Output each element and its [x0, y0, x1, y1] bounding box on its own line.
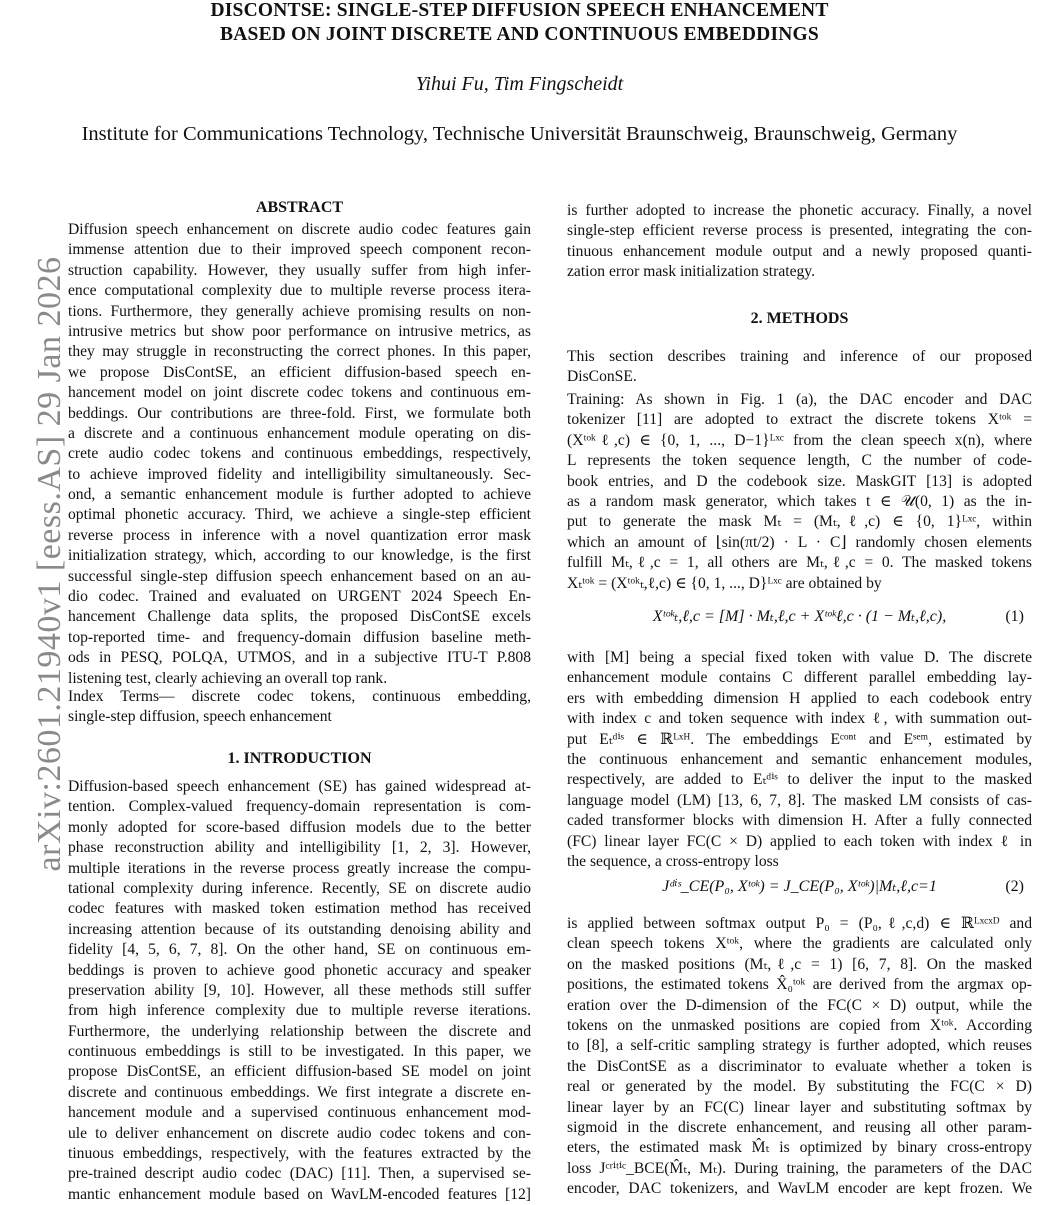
- text-line: respectively, are added to Eₜᵈⁱˢ to deliver the input to the masked: [567, 771, 1032, 789]
- text-line: the continuous enhancement and semantic enhancement modules,: [567, 750, 1032, 768]
- text-line: intrusive metrics but show poor performance on intrusive metrics, as: [68, 322, 531, 340]
- text-line: tinuous embeddings, respectively, with the features extracted by the: [68, 1145, 531, 1163]
- text-line: eters, the estimated mask M̂ₜ is optimized by binary cross-entropy: [567, 1139, 1032, 1157]
- text-line: the sequence, a cross-entropy loss: [567, 852, 779, 870]
- text-line: propose DisContSE, an efficient diffusion-based SE model on joint: [68, 1063, 531, 1081]
- text-line: immense attention due to their improved speech component recon-: [68, 241, 531, 259]
- text-line: ods in PESQ, POLQA, UTMOS, and in a subjective ITU-T P.808: [68, 649, 531, 667]
- text-line: to [8], a self-critic sampling strategy is further adopted, which reuses: [567, 1037, 1032, 1055]
- text-line: they may struggle in reconstructing the correct phones. In this paper,: [68, 343, 531, 361]
- introduction-heading: 1. INTRODUCTION: [227, 750, 372, 767]
- text-line: sigmoid in the discrete enhancement, and reusing all other param-: [567, 1118, 1032, 1136]
- equation-1: [567, 605, 1032, 629]
- loss-text: [567, 914, 1032, 1199]
- text-line: tinuous enhancement module output and a newly proposed quanti-: [567, 242, 1032, 260]
- abstract-text: [68, 220, 531, 689]
- introduction-text-continued: [567, 201, 1032, 283]
- text-line: preservation ability [9, 10]. However, all these methods still suffer: [68, 981, 531, 999]
- text-line: Training: As shown in Fig. 1 (a), the DAC encoder and DAC: [567, 391, 1032, 408]
- equation-2: [567, 875, 1032, 899]
- text-line: single-step diffusion, speech enhancement: [68, 708, 332, 726]
- text-line: ence computational complexity due to multiple reverse process itera-: [68, 282, 531, 300]
- text-line: monly adopted for score-based diffusion models due to the better: [68, 818, 531, 836]
- text-line: positions, the estimated tokens X̂₀ᵗᵒᵏ are derived from the argmax op-: [567, 976, 1032, 994]
- text-line: (Xᵗᵒᵏℓ,c) ∈ {0, 1, ..., D−1}ᴸˣᶜ from the clean speech x(n), where: [567, 431, 1032, 449]
- text-line: L represents the token sequence length, C the number of code-: [567, 452, 1032, 470]
- text-line: is further adopted to increase the phonetic accuracy. Finally, a novel: [567, 202, 1032, 219]
- text-line: Xₜᵗᵒᵏ = (Xᵗᵒᵏₜ,ℓ,c) ∈ {0, 1, ..., D}ᴸˣᶜ are obtained by: [567, 574, 882, 592]
- text-line: put Eₜᵈⁱˢ ∈ ℝᴸˣᴴ. The embeddings Eᶜᵒⁿᵗ and Eˢᵉᵐ, estimated by: [567, 730, 1032, 748]
- text-line: encoder, DAC tokenizers, and WavLM encoder are kept frozen. We: [567, 1180, 1032, 1198]
- text-line: is applied between softmax output P₀ = (P₀,ℓ,c,d) ∈ ℝᴸˣᶜˣᴰ and: [567, 915, 1032, 932]
- text-line: fulfill Mₜ,ℓ,c = 1, all others are Mₜ,ℓ,c = 0. The masked tokens: [567, 554, 1032, 572]
- text-line: phase reconstruction ability and intelligibility [1, 2, 3]. However,: [68, 839, 531, 857]
- arxiv-stamp: arXiv:2601.21940v1 [eess.AS] 29 Jan 2026: [31, 256, 68, 872]
- equation-2-number: (2): [1005, 878, 1024, 895]
- text-line: Diffusion speech enhancement on discrete audio codec features gain: [68, 221, 531, 238]
- text-line: struction capability. However, they usually suffer from high infer-: [68, 261, 531, 279]
- abstract-heading: ABSTRACT: [255, 199, 344, 216]
- introduction-text: [68, 777, 531, 1205]
- text-line: reverse process in inference with a novel quantization error mask: [68, 526, 531, 544]
- text-line: language model (LM) [13, 6, 7, 8]. The masked LM consists of cas-: [567, 791, 1032, 809]
- text-line: from high inference complexity due to multiple reverse iterations.: [68, 1002, 531, 1020]
- text-line: DisConSE.: [567, 368, 637, 386]
- paper-title-line-1: DISCONTSE: SINGLE-STEP DIFFUSION SPEECH ENHANCEMENT: [210, 0, 829, 21]
- text-line: tokenizer [11] are adopted to extract the discrete tokens Xᵗᵒᵏ =: [567, 411, 1032, 429]
- text-line: ers with embedding dimension H applied to each codebook entry: [567, 689, 1032, 707]
- text-line: discrete and continuous embeddings. We first integrate a discrete en-: [68, 1083, 531, 1101]
- text-line: tention. Complex-valued frequency-domain representation is com-: [68, 798, 531, 816]
- text-line: (FC) linear layer FC(C × D) applied to each token with index ℓ in: [567, 832, 1032, 850]
- text-line: listening test, clearly achieving an overall top rank.: [68, 669, 388, 687]
- text-line: single-step efficient reverse process is presented, integrating the con-: [567, 222, 1032, 240]
- text-line: the DisContSE as a discriminator to evaluate whether a token is: [567, 1057, 1032, 1075]
- text-line: enhancement module contains C different parallel embedding lay-: [567, 669, 1032, 687]
- text-line: hancement Challenge data splits, the proposed DisContSE excels: [68, 608, 531, 626]
- text-line: fidelity [4, 5, 6, 7, 8]. On the other hand, SE on continuous em-: [68, 941, 531, 959]
- text-line: a discrete and a continuous enhancement module operating on dis-: [68, 424, 531, 442]
- text-line: tokens on the unmasked positions are copied from Xᵗᵒᵏ. According: [567, 1016, 1032, 1034]
- text-line: caded transformer blocks with dimension H. After a fully connected: [567, 812, 1032, 830]
- equation-2-body: Jᵈⁱˢ_CE(P₀, Xᵗᵒᵏ) = J_CE(P₀, Xᵗᵒᵏ)|Mₜ,ℓ,c=1: [662, 878, 937, 895]
- text-line: optimal phonetic accuracy. Third, we achieve a single-step efficient: [68, 506, 531, 524]
- text-line: tions. Furthermore, they generally achieve promising results on non-: [68, 302, 531, 320]
- text-line: zation error mask initialization strategy.: [567, 263, 815, 281]
- text-line: eration over the D-dimension of the FC(C × D) output, while the: [567, 996, 1032, 1014]
- text-line: hancement module and a supervised continuous enhancement mod-: [68, 1104, 531, 1122]
- institution: Institute for Communications Technology, Technische Universität Braunschweig, Braunschweig, Germany: [81, 123, 958, 145]
- text-line: codec features with masked token estimation method has received: [68, 900, 531, 918]
- text-line: top-reported time- and frequency-domain diffusion baseline meth-: [68, 628, 531, 646]
- text-line: clean speech tokens Xᵗᵒᵏ, where the gradients are calculated only: [567, 935, 1032, 953]
- text-line: beddings is proven to achieve good phonetic accuracy and speaker: [68, 961, 531, 979]
- text-line: multiple iterations in the reverse process greatly increase the compu-: [68, 859, 531, 877]
- text-line: increasing attention because of its outstanding denoising ability and: [68, 920, 531, 938]
- text-line: ond, a semantic enhancement module is further adopted to achieve: [68, 486, 531, 504]
- text-line: which an amount of ⌊sin(πt/2) · L · C⌋ randomly chosen elements: [567, 533, 1032, 551]
- text-line: with index c and token sequence with index ℓ, with summation out-: [567, 710, 1032, 728]
- text-line: Furthermore, the underlying relationship between the discrete and: [68, 1022, 531, 1040]
- text-line: to achieve improved fidelity and intelligibility simultaneously. Sec-: [68, 465, 531, 483]
- text-line: continuous embeddings is still to be investigated. In this paper, we: [68, 1043, 531, 1061]
- training-text: [567, 390, 1032, 594]
- text-line: beddings. Our contributions are three-fold. First, we formulate both: [68, 404, 531, 422]
- equation-1-body: Xᵗᵒᵏₜ,ℓ,c = [M] · Mₜ,ℓ,c + Xᵗᵒᵏℓ,c · (1 − Mₜ,ℓ,c),: [652, 608, 947, 625]
- discrete-module-text: [567, 648, 1032, 872]
- text-line: put to generate the mask Mₜ = (Mₜ,ℓ,c) ∈ {0, 1}ᴸˣᶜ, within: [567, 513, 1032, 531]
- text-line: real or generated by the model. By substituting the FC(C × D): [567, 1078, 1032, 1096]
- text-line: initialization strategy, which, according to our knowledge, is the first: [68, 547, 531, 565]
- text-line: This section describes training and inference of our proposed: [567, 348, 1032, 365]
- text-line: with [M] being a special fixed token with value D. The discrete: [567, 649, 1032, 666]
- text-line: dio codec. Trained and evaluated on URGENT 2024 Speech En-: [68, 588, 531, 606]
- text-line: book entries, and D the codebook size. MaskGIT [13] is adopted: [567, 472, 1032, 490]
- methods-intro-text: [567, 347, 1032, 388]
- text-line: we propose DisContSE, an efficient diffusion-based speech en-: [68, 363, 531, 381]
- text-line: hancement model on joint discrete codec tokens and continuous em-: [68, 384, 531, 402]
- text-line: ule to deliver enhancement on discrete audio codec tokens and con-: [68, 1124, 531, 1142]
- equation-1-number: (1): [1005, 608, 1024, 625]
- text-line: linear layer by an FC(C) linear layer and substituting softmax by: [567, 1098, 1032, 1116]
- text-line: successful single-step diffusion speech enhancement based on an au-: [68, 567, 531, 585]
- text-line: crete audio codec tokens and continuous embeddings, respectively,: [68, 445, 531, 463]
- methods-heading: 2. METHODS: [750, 310, 849, 327]
- authors: Yihui Fu, Tim Fingscheidt: [415, 73, 624, 95]
- text-line: tational complexity during inference. Recently, SE on discrete audio: [68, 879, 531, 897]
- text-line: on the masked positions (Mₜ,ℓ,c = 1) [6, 7, 8]. On the masked: [567, 955, 1032, 973]
- text-line: pre-trained descript audio codec (DAC) [11]. Then, a supervised se-: [68, 1165, 531, 1183]
- text-line: mantic enhancement module based on WavLM-encoded features [12]: [68, 1185, 531, 1203]
- text-line: as a random mask generator, which takes t ∈ 𝒰(0, 1) as the in-: [567, 492, 1032, 510]
- index-terms: [68, 687, 531, 728]
- paper-title-line-2: BASED ON JOINT DISCRETE AND CONTINUOUS EMBEDDINGS: [220, 24, 819, 45]
- text-line: Index Terms— discrete codec tokens, continuous embedding,: [68, 688, 531, 705]
- text-line: loss Jᶜʳⁱᵗⁱᶜ_BCE(M̂ₜ, Mₜ). During training, the parameters of the DAC: [567, 1159, 1032, 1177]
- text-line: Diffusion-based speech enhancement (SE) has gained widespread at-: [68, 778, 531, 795]
